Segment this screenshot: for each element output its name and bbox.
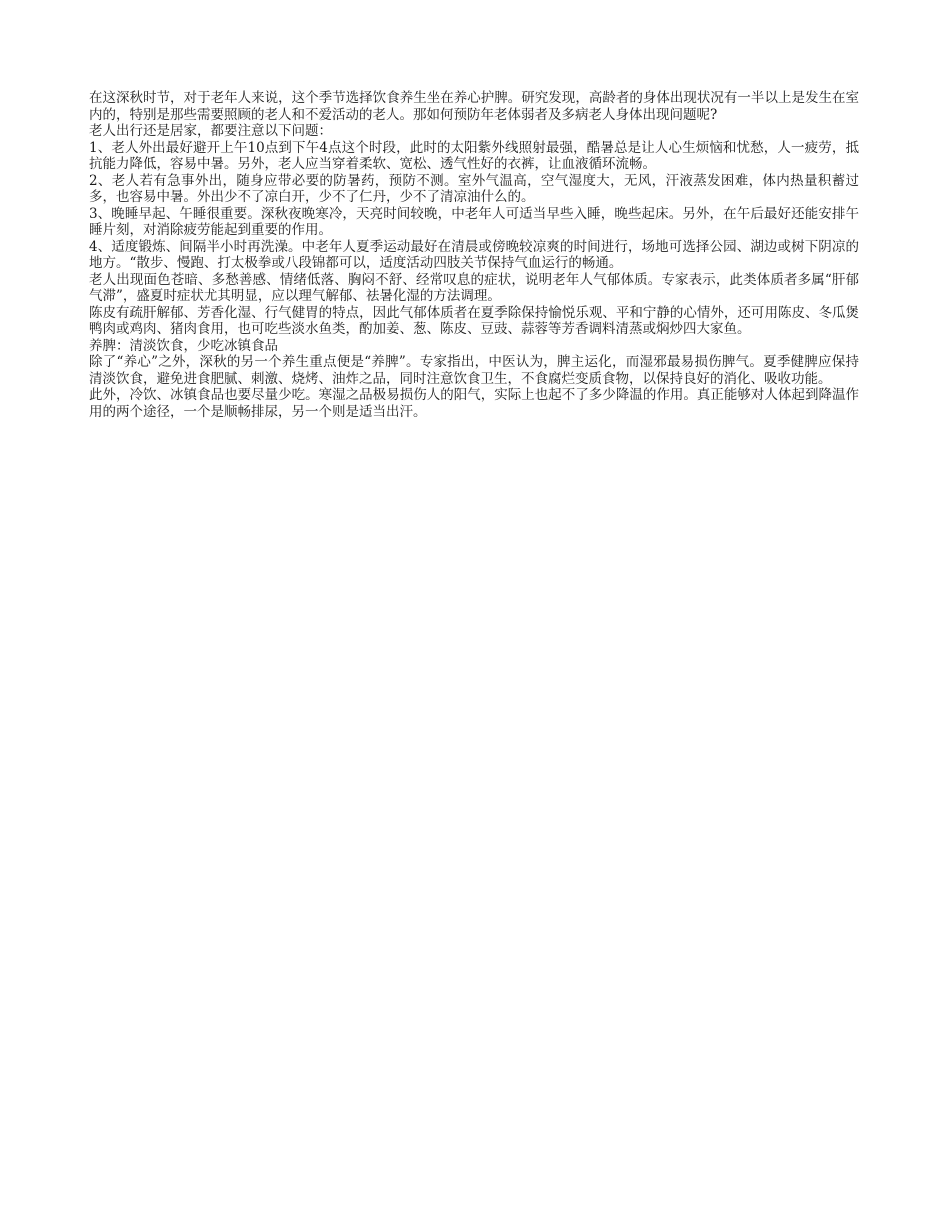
tip-1-paragraph: 1、老人外出最好避开上午10点到下午4点这个时段，此时的太阳紫外线照射最强，酷暑总是让人心生烦恼和忧愁，人一疲劳，抵抗能力降低，容易中暑。另外，老人应当穿着柔软、宽松、透气性好的衣裤，让血液循环流畅。: [89, 139, 859, 172]
spleen-heading: 养脾：清淡饮食，少吃冰镇食品: [89, 337, 278, 354]
intro-paragraph: 在这深秋时节，对于老年人来说，这个季节选择饮食养生坐在养心护脾。研究发现，高龄者的身体出现状况有一半以上是发生在室内的，特别是那些需要照顾的老人和不爱活动的老人。那如何预防年老体弱者及多病老人身体出现问题呢?: [89, 90, 859, 123]
tangerine-peel-paragraph: 陈皮有疏肝解郁、芳香化湿、行气健胃的特点，因此气郁体质者在夏季除保持愉悦乐观、平和宁静的心情外，还可用陈皮、冬瓜煲鸭肉或鸡肉、猪肉食用，也可吃些淡水鱼类，酌加姜、葱、陈皮、豆豉、蒜蓉等芳香调料清蒸或焖炒四大家鱼。: [89, 304, 859, 337]
section-lead: 老人出行还是居家，都要注意以下问题：: [89, 123, 332, 139]
document-body: [89, 90, 859, 420]
tip-4-paragraph: 4、适度锻炼、间隔半小时再洗澡。中老年人夏季运动最好在清晨或傍晚较凉爽的时间进行，场地可选择公园、湖边或树下阴凉的地方。“散步、慢跑、打太极拳或八段锦都可以，适度活动四肢关节保持气血运行的畅通。: [89, 238, 859, 271]
tip-3-paragraph: 3、晚睡早起、午睡很重要。深秋夜晚寒冷，天亮时间较晚，中老年人可适当早些入睡，晚些起床。另外，在午后最好还能安排午睡片刻，对消除疲劳能起到重要的作用。: [89, 205, 859, 238]
cold-food-paragraph: 此外，冷饮、冰镇食品也要尽量少吃。寒湿之品极易损伤人的阳气，实际上也起不了多少降温的作用。真正能够对人体起到降温作用的两个途径，一个是顺畅排尿，另一个则是适当出汗。: [89, 387, 859, 420]
tip-2-paragraph: 2、老人若有急事外出，随身应带必要的防暑药，预防不测。室外气温高，空气湿度大，无风，汗液蒸发困难，体内热量积蓄过多，也容易中暑。外出少不了凉白开，少不了仁丹，少不了清凉油什么的。: [89, 172, 859, 205]
qi-stagnation-paragraph: 老人出现面色苍暗、多愁善感、情绪低落、胸闷不舒、经常叹息的症状，说明老年人气郁体质。专家表示，此类体质者多属“肝郁气滞”，盛夏时症状尤其明显，应以理气解郁、祛暑化湿的方法调理。: [89, 271, 859, 304]
spleen-paragraph: 除了“养心”之外，深秋的另一个养生重点便是“养脾”。专家指出，中医认为，脾主运化，而湿邪最易损伤脾气。夏季健脾应保持清淡饮食，避免进食肥腻、刺激、烧烤、油炸之品，同时注意饮食卫生，不食腐烂变质食物，以保持良好的消化、吸收功能。: [89, 354, 859, 387]
